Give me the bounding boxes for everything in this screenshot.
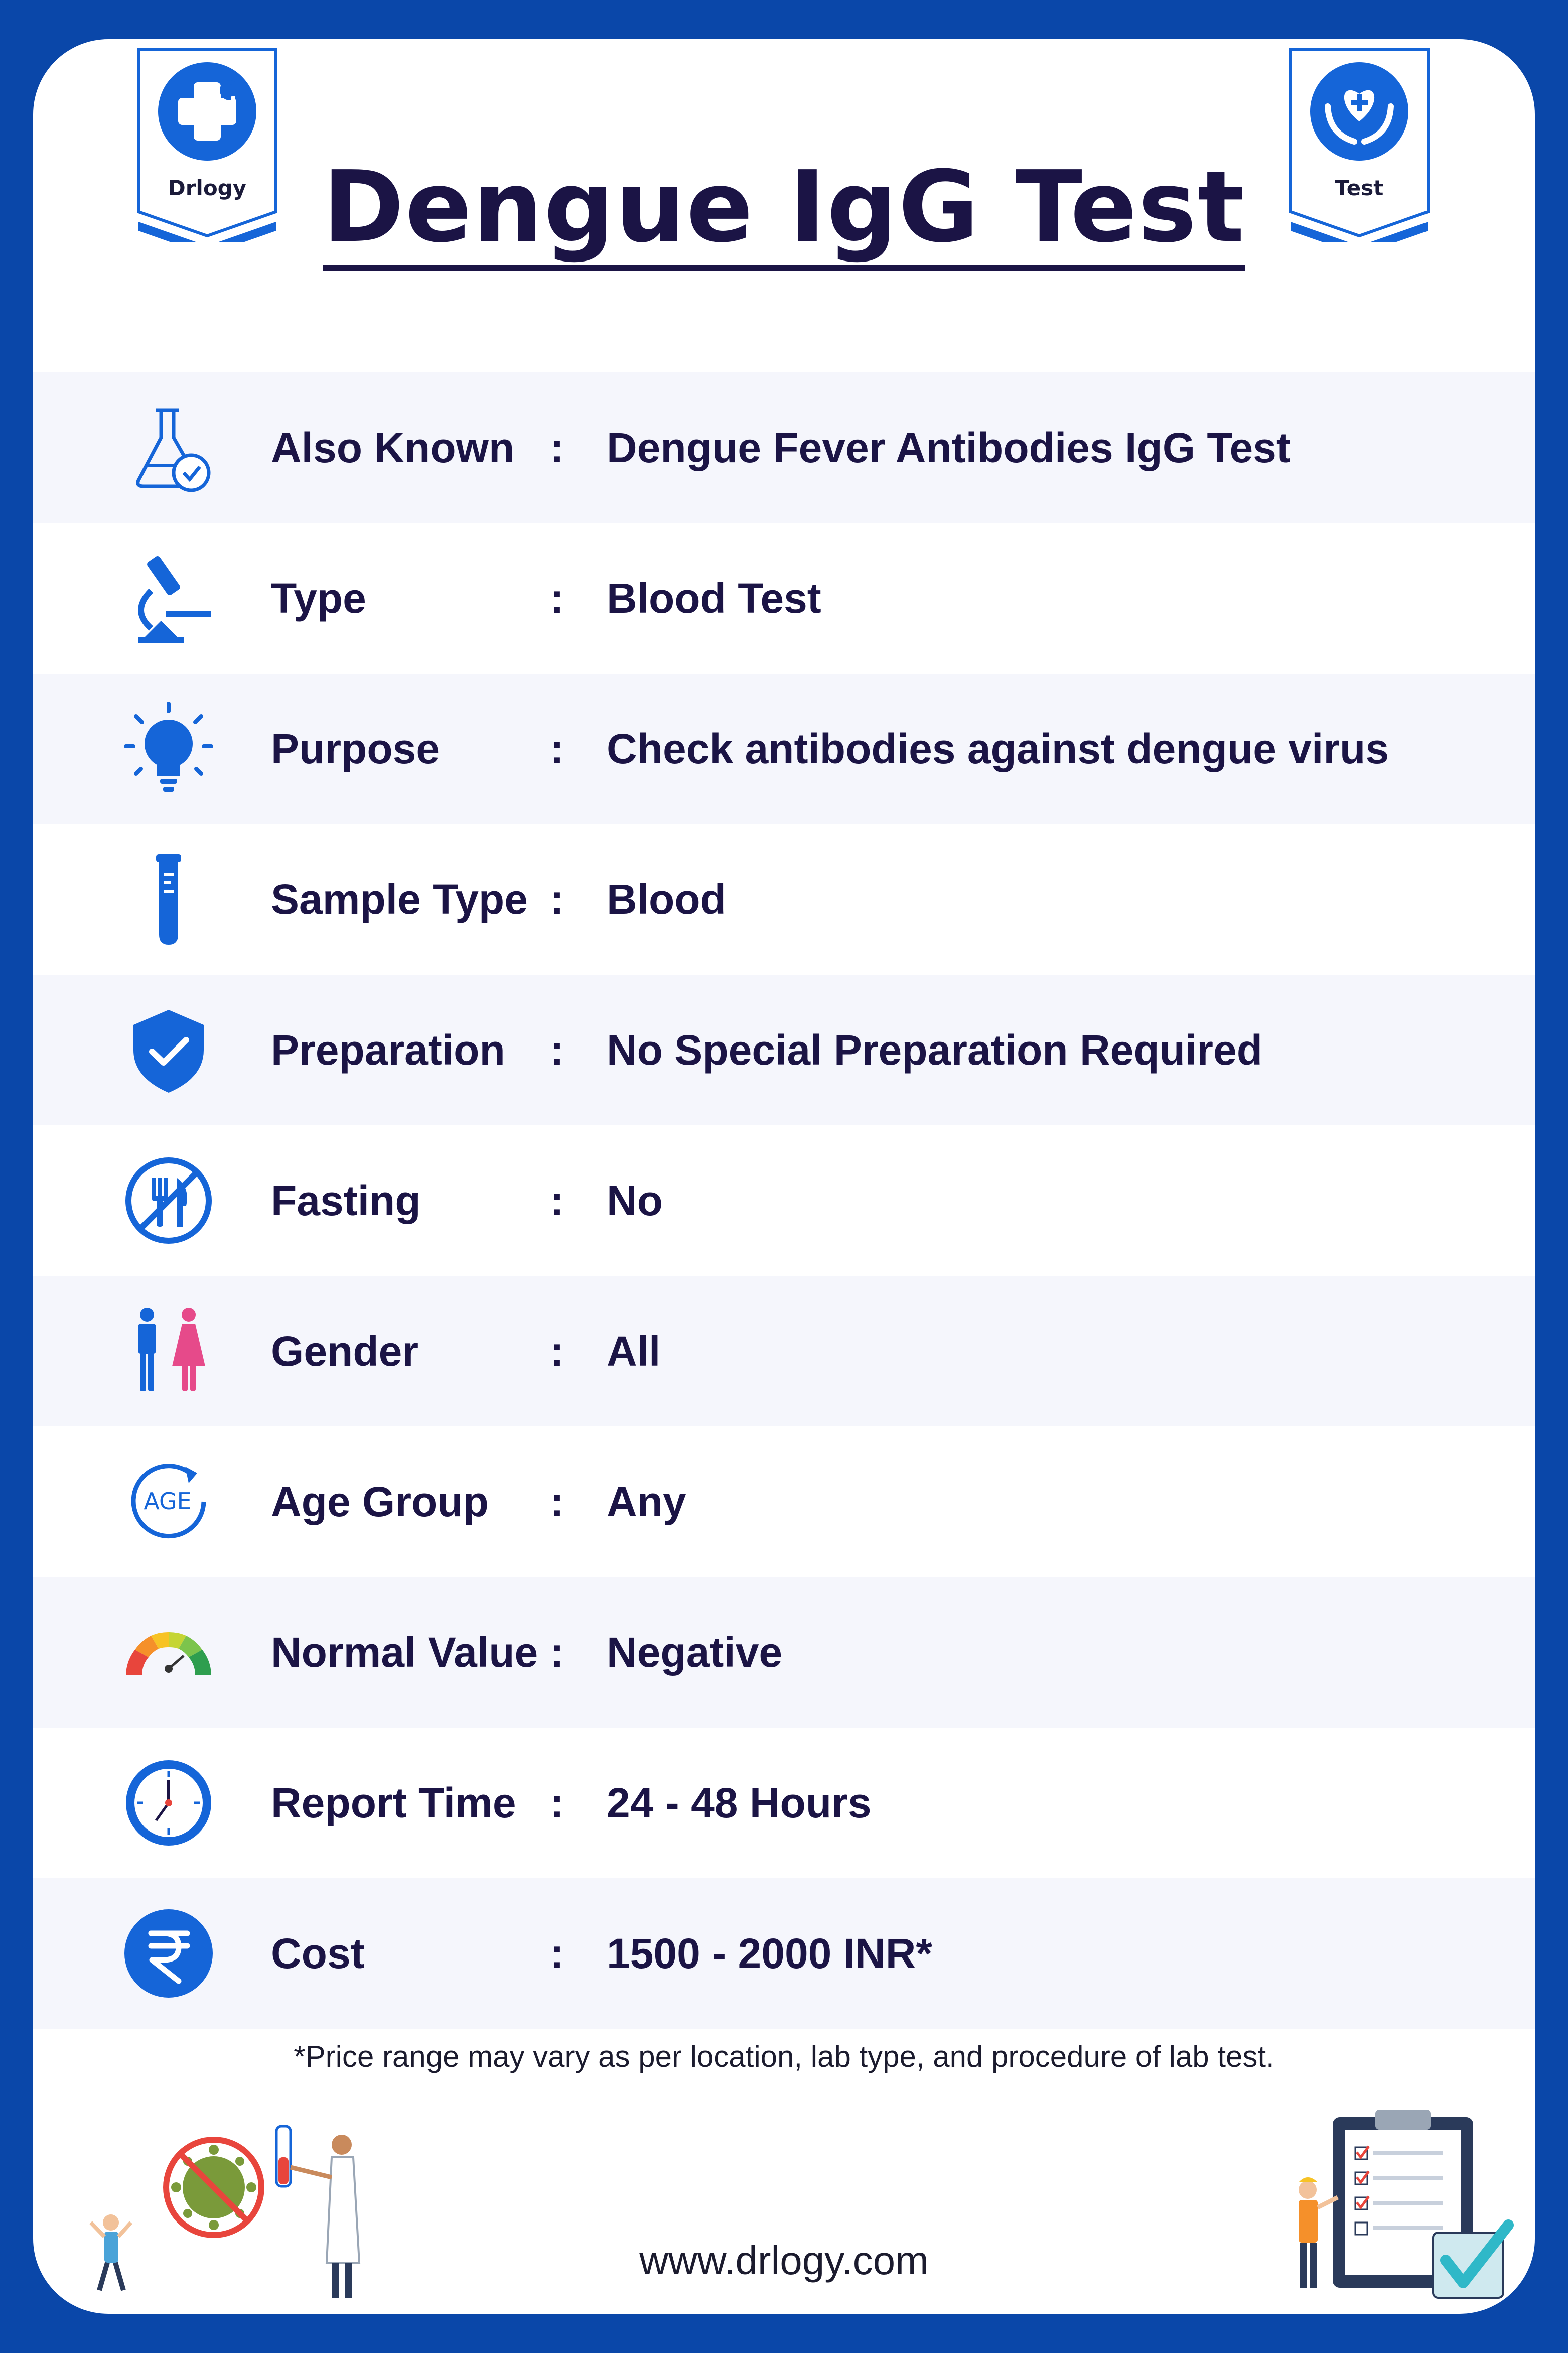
row-label: Report Time — [271, 1779, 516, 1826]
gauge-icon — [121, 1605, 216, 1700]
row-purpose — [33, 674, 1535, 824]
checklist-illustration — [1272, 2102, 1533, 2303]
row-sample-type — [33, 824, 1535, 975]
row-value: No — [607, 1177, 663, 1224]
row-age-group — [33, 1426, 1535, 1577]
row-label: Also Known — [271, 424, 515, 471]
badge-right-label: Test — [1335, 176, 1384, 200]
info-card — [33, 39, 1535, 2314]
flask-check-icon — [121, 400, 216, 495]
row-colon: : — [550, 1328, 564, 1375]
row-label: Purpose — [271, 725, 440, 772]
shield-check-icon — [121, 1002, 216, 1098]
male-female-icon — [121, 1303, 216, 1399]
row-colon: : — [550, 1177, 564, 1224]
row-colon: : — [550, 876, 564, 923]
microscope-icon — [121, 551, 216, 646]
no-food-icon — [121, 1153, 216, 1248]
row-value: Negative — [607, 1629, 783, 1676]
row-colon: : — [550, 575, 564, 622]
badge-left-label: Drlogy — [168, 176, 247, 200]
row-value: Blood — [607, 876, 726, 923]
row-value: Blood Test — [607, 575, 821, 622]
row-type — [33, 523, 1535, 674]
row-colon: : — [550, 1478, 564, 1525]
row-label: Sample Type — [271, 876, 528, 923]
row-value: No Special Preparation Required — [607, 1026, 1263, 1074]
row-label: Preparation — [271, 1026, 505, 1074]
row-colon: : — [550, 1629, 564, 1676]
row-cost — [33, 1878, 1535, 2029]
age-icon — [121, 1454, 216, 1549]
row-colon: : — [550, 1930, 564, 1977]
row-label: Age Group — [271, 1478, 489, 1525]
row-label: Normal Value — [271, 1629, 538, 1676]
row-value: Any — [607, 1478, 686, 1525]
row-preparation — [33, 975, 1535, 1125]
row-colon: : — [550, 725, 564, 772]
clock-icon — [121, 1755, 216, 1851]
clipboard-checklist-icon — [1272, 2102, 1533, 2303]
info-table — [33, 372, 1535, 2029]
row-gender — [33, 1276, 1535, 1426]
row-value: All — [607, 1328, 661, 1375]
page-title: Dengue IgG Test — [33, 150, 1535, 271]
row-colon: : — [550, 1779, 564, 1826]
row-value: Dengue Fever Antibodies IgG Test — [607, 424, 1291, 471]
test-tube-icon — [121, 852, 216, 947]
row-label: Gender — [271, 1328, 419, 1375]
row-label: Fasting — [271, 1177, 421, 1224]
row-value: 24 - 48 Hours — [607, 1779, 872, 1826]
row-also-known — [33, 372, 1535, 523]
row-value: 1500 - 2000 INR* — [607, 1930, 933, 1977]
rupee-icon — [121, 1906, 216, 2001]
svg-text:AGE: AGE — [144, 1488, 192, 1515]
row-value: Check antibodies against dengue virus — [607, 725, 1389, 772]
row-colon: : — [550, 1026, 564, 1074]
website-link[interactable]: www.drlogy.com — [639, 2238, 929, 2283]
price-note: *Price range may vary as per location, lab type, and procedure of lab test. — [294, 2040, 1274, 2073]
lightbulb-icon — [121, 701, 216, 797]
row-report-time — [33, 1728, 1535, 1878]
row-fasting — [33, 1125, 1535, 1276]
row-normal-value — [33, 1577, 1535, 1728]
row-label: Type — [271, 575, 366, 622]
row-colon: : — [550, 424, 564, 471]
row-label: Cost — [271, 1930, 365, 1977]
